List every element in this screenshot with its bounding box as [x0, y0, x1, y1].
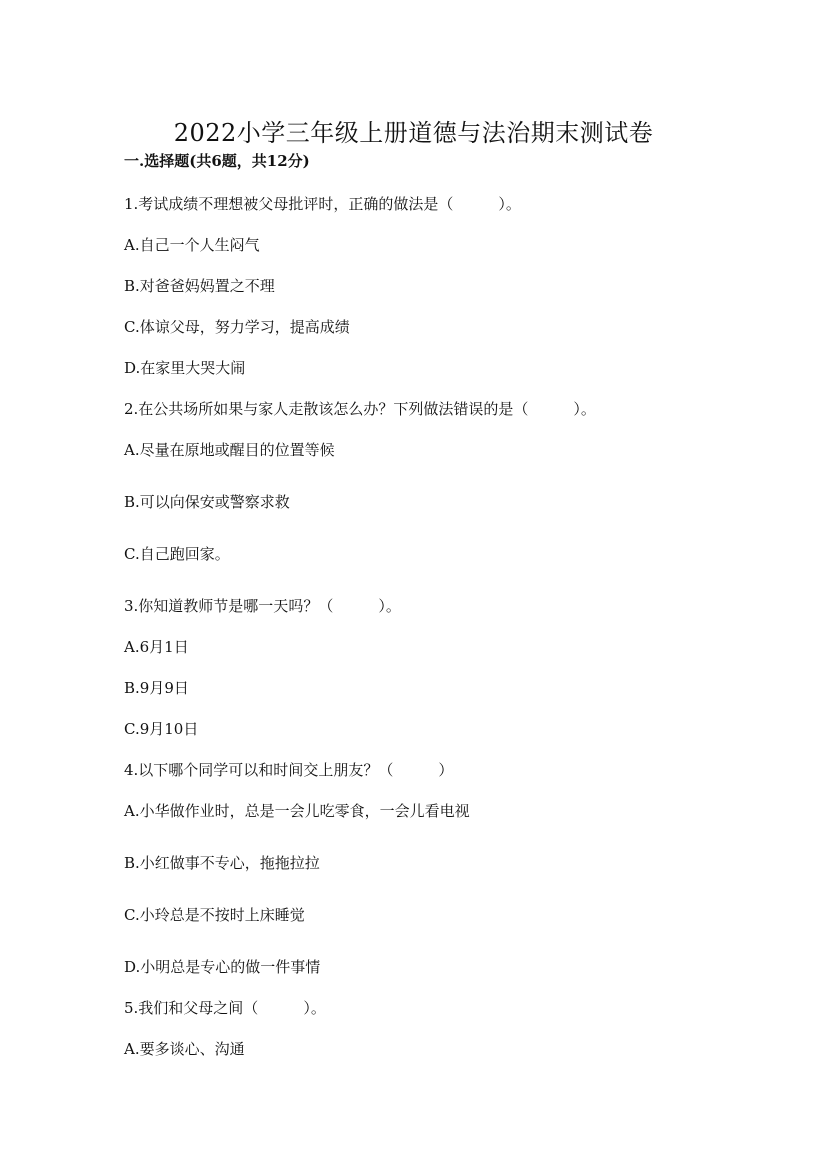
answer-option: D.小明总是专心的做一件事情 [124, 958, 321, 976]
answer-option: D.在家里大哭大闹 [124, 359, 246, 377]
answer-option: C.体谅父母，努力学习，提高成绩 [124, 318, 350, 336]
answer-option: B.9月9日 [124, 679, 189, 697]
answer-option: A.尽量在原地或醒目的位置等候 [124, 441, 335, 459]
answer-option: A.6月1日 [124, 638, 189, 656]
question-stem: 4.以下哪个同学可以和时间交上朋友？（ ） [124, 761, 454, 779]
answer-option: A.自己一个人生闷气 [124, 236, 260, 254]
question-stem: 2.在公共场所如果与家人走散该怎么办？下列做法错误的是（ ）。 [124, 400, 596, 418]
answer-option: A.小华做作业时，总是一会儿吃零食，一会儿看电视 [124, 802, 470, 820]
answer-option: C.9月10日 [124, 720, 199, 738]
exam-title: 2022小学三年级上册道德与法治期末测试卷 [173, 119, 654, 148]
answer-option: C.小玲总是不按时上床睡觉 [124, 906, 305, 924]
question-stem: 1.考试成绩不理想被父母批评时，正确的做法是（ ）。 [124, 195, 521, 213]
answer-option: A.要多谈心、沟通 [124, 1040, 245, 1058]
question-stem: 5.我们和父母之间（ ）。 [124, 999, 326, 1017]
question-stem: 3.你知道教师节是哪一天吗？（ ）。 [124, 597, 401, 615]
answer-option: B.可以向保安或警察求救 [124, 493, 290, 511]
answer-option: B.对爸爸妈妈置之不理 [124, 277, 275, 295]
answer-option: B.小红做事不专心，拖拖拉拉 [124, 854, 320, 872]
answer-option: C.自己跑回家。 [124, 545, 230, 563]
section-heading: 一.选择题(共6题，共12分) [124, 152, 310, 170]
